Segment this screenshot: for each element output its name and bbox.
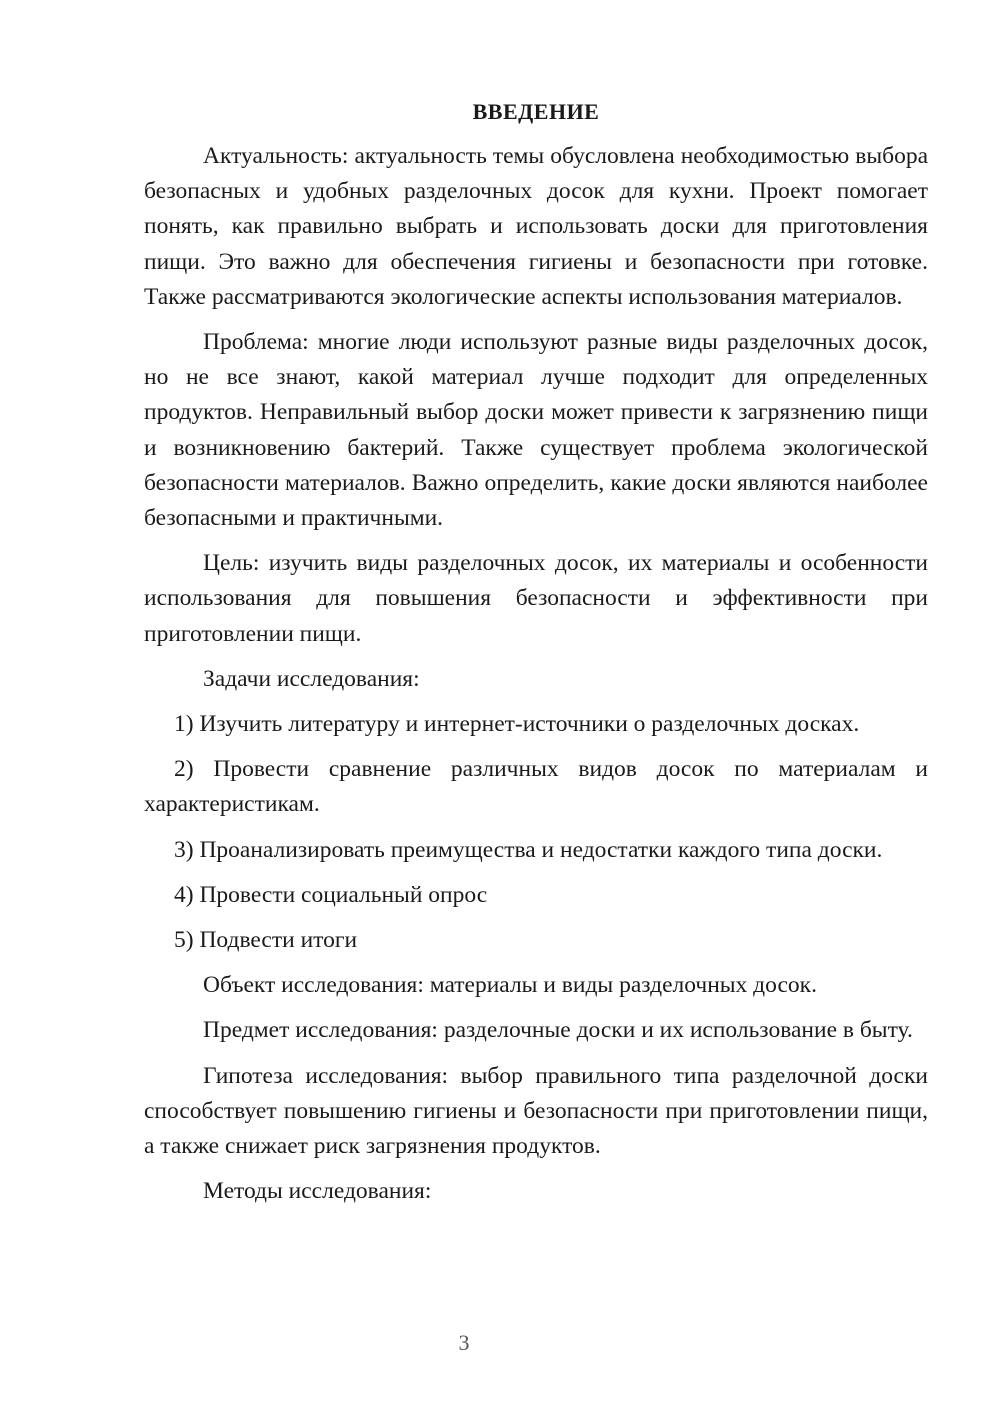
paragraph-tasks-heading: Задачи исследования: [203,665,420,692]
section-title: ВВЕДЕНИЕ [472,99,600,124]
task-item: 5) Подвести итоги [174,927,358,954]
task-item: 3) Проанализировать преимущества и недостатки каждого типа доски. [174,836,883,863]
paragraph-subject: Предмет исследования: разделочные доски и их использование в быту. [203,1017,913,1044]
paragraph-problem: Проблема: многие люди используют разные виды разделочных досок, но не все знают, какой материал лучше подходит для определенных продуктов. Неправильный выбор доски может привести к загрязнению пищи и возникновению бактерий. Также существует проблема экологической безопасности материалов. Важно определить, какие доски являются наиболее безопасными и практичными. [144,329,928,532]
paragraph-hypothesis: Гипотеза исследования: выбор правильного типа разделочной доски способствует повышению гигиены и безопасности при приготовлении пищи, а также снижает риск загрязнения продуктов. [144,1062,928,1160]
paragraph-methods-heading: Методы исследования: [203,1178,432,1205]
task-item: 2) Провести сравнение различных видов досок по материалам и характеристикам. [144,756,928,818]
paragraph-relevance: Актуальность: актуальность темы обусловлена необходимостью выбора безопасных и удобных разделочных досок для кухни. Проект помогает понять, как правильно выбрать и использовать доски для приготовления пищи. Это важно для обеспечения гигиены и безопасности при готовке. Также рассматриваются экологические аспекты использования материалов. [144,143,928,310]
task-item: 4) Провести социальный опрос [174,881,488,908]
paragraph-object: Объект исследования: материалы и виды разделочных досок. [203,972,817,999]
page-body [144,94,928,1219]
page-number: 3 [458,1330,470,1355]
task-item: 1) Изучить литературу и интернет-источники о разделочных досках. [174,711,860,738]
paragraph-goal: Цель: изучить виды разделочных досок, их материалы и особенности использования для повышения безопасности и эффективности при приготовлении пищи. [144,550,928,647]
